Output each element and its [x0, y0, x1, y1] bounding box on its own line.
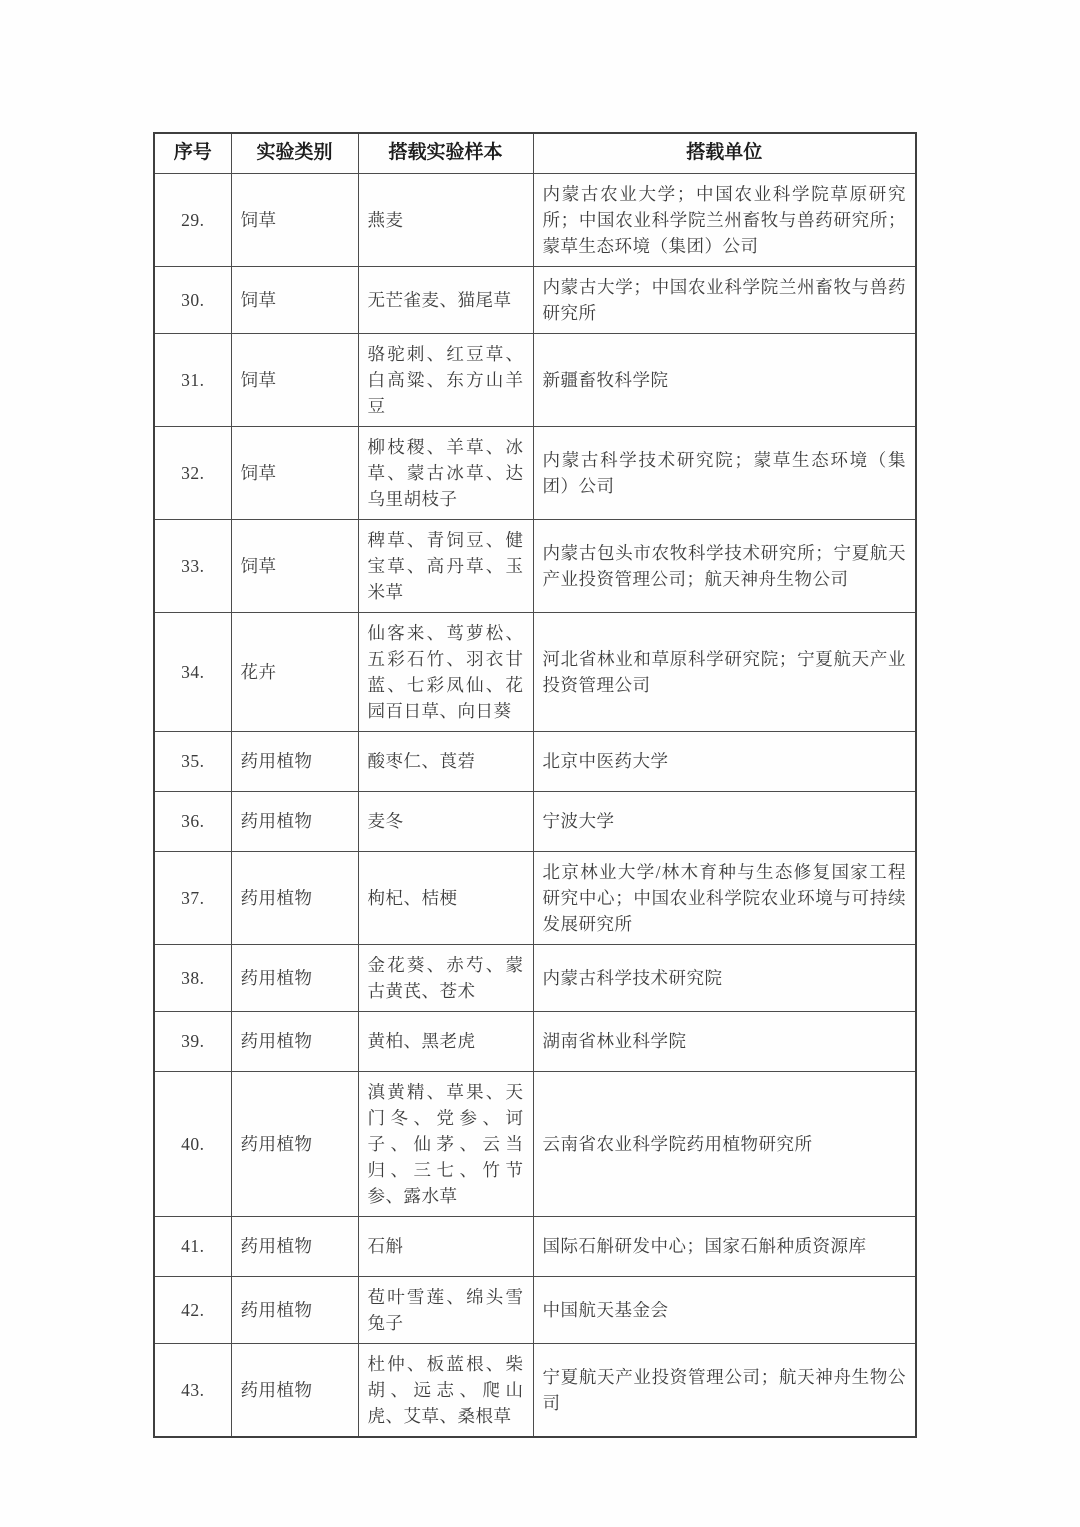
row-carrier-units: 内蒙古农业大学；中国农业科学院草原研究所；中国农业科学院兰州畜牧与兽药研究所；蒙草生态环境（集团）公司 — [533, 173, 916, 266]
experiment-payload-table — [153, 132, 917, 1438]
table-header-row — [154, 133, 916, 173]
row-carrier-units: 新疆畜牧科学院 — [533, 333, 916, 426]
row-experiment-category: 饲草 — [231, 333, 358, 426]
row-experiment-samples: 滇黄精、草果、天门冬、党参、诃子、仙茅、云当归、三七、竹节参、露水草 — [358, 1071, 533, 1216]
row-experiment-samples: 酸枣仁、莨菪 — [358, 731, 533, 791]
row-experiment-samples: 仙客来、茑萝松、五彩石竹、羽衣甘蓝、七彩凤仙、花园百日草、向日葵 — [358, 612, 533, 731]
row-experiment-samples: 骆驼刺、红豆草、白高粱、东方山羊豆 — [358, 333, 533, 426]
table-row — [154, 266, 916, 333]
row-serial-number: 32. — [154, 426, 231, 519]
row-serial-number: 29. — [154, 173, 231, 266]
table-row — [154, 1216, 916, 1276]
row-serial-number: 36. — [154, 791, 231, 851]
row-experiment-category: 饲草 — [231, 426, 358, 519]
row-experiment-category: 药用植物 — [231, 851, 358, 944]
table-body — [154, 173, 916, 1437]
row-experiment-category: 药用植物 — [231, 1343, 358, 1437]
row-experiment-samples: 无芒雀麦、猫尾草 — [358, 266, 533, 333]
row-carrier-units: 国际石斛研发中心；国家石斛种质资源库 — [533, 1216, 916, 1276]
row-experiment-category: 药用植物 — [231, 1216, 358, 1276]
row-carrier-units: 内蒙古科学技术研究院 — [533, 944, 916, 1011]
row-serial-number: 41. — [154, 1216, 231, 1276]
row-carrier-units: 湖南省林业科学院 — [533, 1011, 916, 1071]
table-row — [154, 1011, 916, 1071]
row-experiment-samples: 石斛 — [358, 1216, 533, 1276]
header-carrier-units: 搭载单位 — [533, 133, 916, 173]
row-experiment-samples: 杜仲、板蓝根、柴胡、远志、爬山虎、艾草、桑根草 — [358, 1343, 533, 1437]
row-experiment-samples: 燕麦 — [358, 173, 533, 266]
row-experiment-category: 药用植物 — [231, 944, 358, 1011]
row-serial-number: 42. — [154, 1276, 231, 1343]
row-experiment-category: 花卉 — [231, 612, 358, 731]
row-serial-number: 31. — [154, 333, 231, 426]
row-carrier-units: 河北省林业和草原科学研究院；宁夏航天产业投资管理公司 — [533, 612, 916, 731]
row-carrier-units: 内蒙古科学技术研究院；蒙草生态环境（集团）公司 — [533, 426, 916, 519]
row-carrier-units: 宁夏航天产业投资管理公司；航天神舟生物公司 — [533, 1343, 916, 1437]
row-experiment-samples: 枸杞、桔梗 — [358, 851, 533, 944]
table-row — [154, 173, 916, 266]
row-serial-number: 37. — [154, 851, 231, 944]
row-serial-number: 38. — [154, 944, 231, 1011]
table-row — [154, 612, 916, 731]
row-carrier-units: 宁波大学 — [533, 791, 916, 851]
header-experiment-category: 实验类别 — [231, 133, 358, 173]
row-experiment-category: 药用植物 — [231, 1276, 358, 1343]
row-carrier-units: 云南省农业科学院药用植物研究所 — [533, 1071, 916, 1216]
table-row — [154, 851, 916, 944]
row-carrier-units: 北京林业大学/林木育种与生态修复国家工程研究中心；中国农业科学院农业环境与可持续发展研究所 — [533, 851, 916, 944]
row-serial-number: 39. — [154, 1011, 231, 1071]
row-experiment-samples: 黄柏、黑老虎 — [358, 1011, 533, 1071]
row-serial-number: 40. — [154, 1071, 231, 1216]
row-experiment-samples: 苞叶雪莲、绵头雪兔子 — [358, 1276, 533, 1343]
row-carrier-units: 内蒙古大学；中国农业科学院兰州畜牧与兽药研究所 — [533, 266, 916, 333]
row-experiment-category: 药用植物 — [231, 1011, 358, 1071]
table-row — [154, 1071, 916, 1216]
row-experiment-category: 药用植物 — [231, 1071, 358, 1216]
row-experiment-samples: 稗草、青饲豆、健宝草、高丹草、玉米草 — [358, 519, 533, 612]
table-row — [154, 426, 916, 519]
row-serial-number: 33. — [154, 519, 231, 612]
row-serial-number: 30. — [154, 266, 231, 333]
table-row — [154, 519, 916, 612]
row-serial-number: 43. — [154, 1343, 231, 1437]
row-carrier-units: 北京中医药大学 — [533, 731, 916, 791]
row-experiment-samples: 柳枝稷、羊草、冰草、蒙古冰草、达乌里胡枝子 — [358, 426, 533, 519]
row-carrier-units: 内蒙古包头市农牧科学技术研究所；宁夏航天产业投资管理公司；航天神舟生物公司 — [533, 519, 916, 612]
row-experiment-samples: 麦冬 — [358, 791, 533, 851]
row-experiment-category: 饲草 — [231, 266, 358, 333]
table-row — [154, 791, 916, 851]
table-row — [154, 333, 916, 426]
header-experiment-samples: 搭载实验样本 — [358, 133, 533, 173]
header-serial-number: 序号 — [154, 133, 231, 173]
row-serial-number: 35. — [154, 731, 231, 791]
table-row — [154, 944, 916, 1011]
row-experiment-category: 药用植物 — [231, 731, 358, 791]
row-experiment-category: 饲草 — [231, 519, 358, 612]
row-experiment-samples: 金花葵、赤芍、蒙古黄芪、苍术 — [358, 944, 533, 1011]
row-carrier-units: 中国航天基金会 — [533, 1276, 916, 1343]
row-experiment-category: 药用植物 — [231, 791, 358, 851]
table-row — [154, 731, 916, 791]
table-row — [154, 1343, 916, 1437]
row-experiment-category: 饲草 — [231, 173, 358, 266]
table-row — [154, 1276, 916, 1343]
row-serial-number: 34. — [154, 612, 231, 731]
